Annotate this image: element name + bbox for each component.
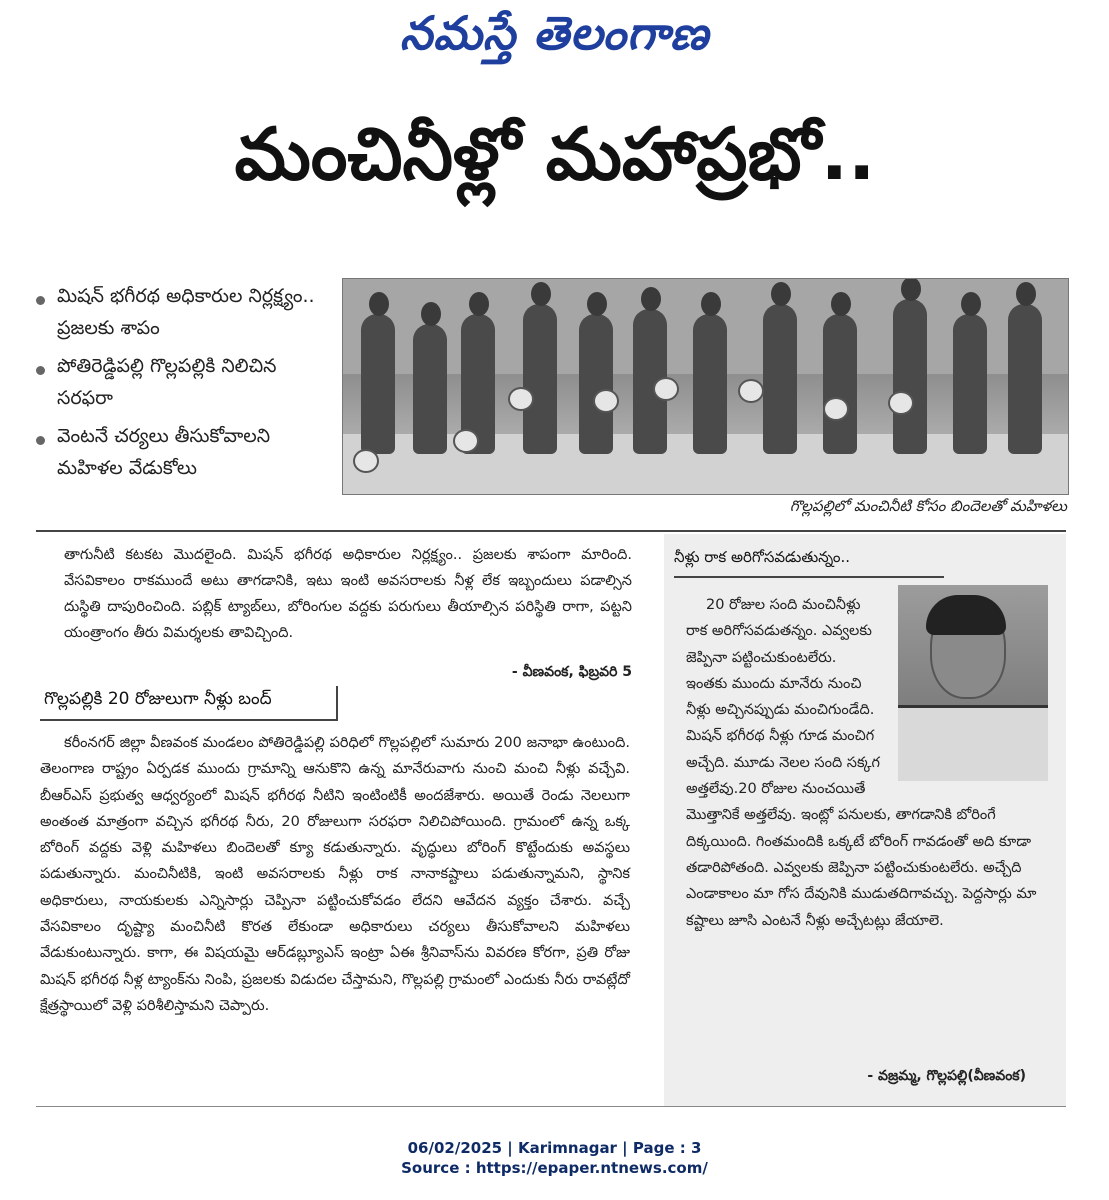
bullet-text: వెంటనే చర్యలు తీసుకోవాలని మహిళల వేడుకోలు	[57, 425, 271, 479]
dateline: - వీణవంక, ఫిబ్రవరి 5	[511, 664, 632, 680]
masthead-logo: నమస్తే తెలంగాణ	[399, 6, 710, 60]
water-pot-icon	[453, 429, 479, 453]
sidebar-attribution: - వజ్రమ్మ, గొల్లపల్లి(వీణవంక)	[867, 1068, 1026, 1084]
footer	[0, 1138, 1109, 1178]
portrait-saree	[898, 705, 1048, 781]
woman-figure	[823, 314, 857, 454]
woman-figure	[1008, 304, 1042, 454]
water-pot-icon	[353, 449, 379, 473]
headline: మంచినీళ్లో మహాప్రభో..	[234, 112, 876, 196]
news-photo	[342, 278, 1069, 495]
body-paragraph: కరీంనగర్ జిల్లా వీణవంక మండలం పోతిరెడ్డిపల్లి పరిధిలో గొల్లపల్లిలో సుమారు 200 జనాభా ఉంటుంది. తెలంగాణ రాష్ట్రం ఏర్పడక ముందు గ్రామాన్ని ఆనుకొని ఉన్న మానేరువాగు నుంచి మంచి నీళ్లు వచ్చేవి. బీఆర్ఎస్ ప్రభుత్వ ఆధ్వర్యంలో మిషన్ భగీరథ నీటిని ఇంటింటికీ అందజేశారు. అయితే రెండు నెలలుగా అంతంత మాత్రంగా వచ్చిన భగీరథ నీరు, 20 రోజులుగా సరఫరా నిలిచిపోయింది. గ్రామంలో ఉన్న ఒక్క బోరింగ్ వద్దకు వెళ్లి మహిళలు బిందెలతో క్యూ కడుతున్నారు. వృద్ధులు బోరింగ్ కొట్టేందుకు అవస్థలు పడుతున్నారు. మంచినీటికి, ఇంటి అవసరాలకు నీళ్లు రాక నానాకష్టాలు పడుతున్నామని, స్థానిక అధికారులు, నాయకులకు ఎన్నిసార్లు చెప్పినా పట్టించుకోవడం లేదని ఆవేదన వ్యక్తం చేశారు. వచ్చే వేసవికాలం దృష్ట్యా మంచినీటి కొరత లేకుండా అధికారులు చర్యలు తీసుకోవాలని మహిళలు వేడుకుంటున్నారు. కాగా, ఈ విషయమై ఆర్‌డబ్ల్యూఎస్ ఇంట్రా ఏఈ శ్రీనివాస్‌ను వివరణ కోరగా, ప్రతి రోజు మిషన్ భగీరథ నీళ్ల ట్యాంక్‌ను నింపి, ప్రజలకు విడుదల చేస్తామని, గొల్లపల్లి గ్రామంలో ఎందుకు నీరు రావట్లేదో క్షేత్రస్థాయిలో వెళ్లి పరిశీలిస్తామని చెప్పారు.	[40, 735, 630, 1014]
divider	[36, 530, 1066, 532]
photo-caption: గొల్లపల్లిలో మంచినీటి కోసం బిందెలతో మహిళలు	[789, 497, 1067, 515]
woman-figure	[361, 314, 395, 454]
bullet-text: మిషన్ భగీరథ అధికారుల నిర్లక్ష్యం.. ప్రజలకు శాపం	[57, 285, 315, 339]
bullet-text: పోతిరెడ్డిపల్లి గొల్లపల్లికి నిలిచిన సరఫరా	[57, 355, 277, 409]
sidebar-quote: 20 రోజుల సంది మంచినీళ్లు రాక అరిగోసవడుతన్నం. ఎవ్వలకు జెప్పినా పట్టించుకుంటలేరు. ఇంతకు ముందు మానేరు నుంచి నీళ్లు అచ్చినప్పుడు మంచిగుండేది. మిషన్ భగీరథ నీళ్లు గూడ మంచిగ అచ్చేది. మూడు నెలల సంది సక్కగ అత్తలేవు.20 రోజుల నుంచయితే మొత్తానికే అత్తలేవు. ఇంట్లో పనులకు, తాగడానికి బోరింగే దిక్కయింది. గింతమందికి ఒక్కటే బోరింగ్ గావడంతో అది కూడా తడారిపోతంది. ఎవ్వలకు జెప్పినా పట్టించుకుంటలేరు. అచ్చేది ఎండాకాలం మా గోస దేవునికి ముడుతదిగావచ్చు. పెద్దసార్లు మా కష్టాలు జూసి ఎంటనే నీళ్లు అచ్చేటట్లు జేయాలె.	[686, 597, 1037, 929]
water-pot-icon	[823, 397, 849, 421]
bullet-list	[36, 280, 336, 490]
footer-source-link[interactable]: Source : https://epaper.ntnews.com/	[401, 1159, 708, 1177]
woman-figure	[413, 324, 447, 454]
intro-paragraph: తాగునీటి కటకట మొదలైంది. మిషన్ భగీరథ అధికారుల నిర్లక్ష్యం.. ప్రజలకు శాపంగా మారింది. వేసవికాలం రాకముందే అటు తాగడానికి, ఇటు ఇంటి అవసరాలకు నీళ్ల లేక ఇబ్బందులు పడాల్సిన దుస్థితి దాపురించింది. పబ్లిక్ ట్యాబ్‌లు, బోరింగుల వద్దకు పరుగులు తీయాల్సిన పరిస్థితి రాగా, పట్టని యంత్రాంగం తీరు విమర్శలకు తావిచ్చింది.	[64, 547, 632, 641]
water-pot-icon	[888, 391, 914, 415]
bullet-dot-icon	[36, 366, 45, 375]
bullet-item	[36, 350, 336, 414]
water-pot-icon	[508, 387, 534, 411]
water-pot-icon	[653, 377, 679, 401]
bullet-dot-icon	[36, 296, 45, 305]
bullet-item	[36, 420, 336, 484]
divider	[36, 1106, 1066, 1107]
woman-figure	[763, 304, 797, 454]
portrait-hair	[926, 595, 1006, 635]
portrait-photo	[898, 585, 1048, 781]
bullet-dot-icon	[36, 436, 45, 445]
subheading: గొల్లపల్లికి 20 రోజులుగా నీళ్లు బంద్	[40, 686, 338, 721]
woman-figure	[579, 314, 613, 454]
woman-figure	[893, 299, 927, 454]
bullet-item	[36, 280, 336, 344]
water-pot-icon	[593, 389, 619, 413]
woman-figure	[693, 314, 727, 454]
woman-figure	[523, 304, 557, 454]
woman-figure	[953, 314, 987, 454]
water-pot-icon	[738, 379, 764, 403]
footer-edition-info: 06/02/2025 | Karimnagar | Page : 3	[407, 1139, 702, 1157]
sidebar-heading: నీళ్లు రాక అరిగోసవడుతున్నం..	[674, 548, 944, 578]
